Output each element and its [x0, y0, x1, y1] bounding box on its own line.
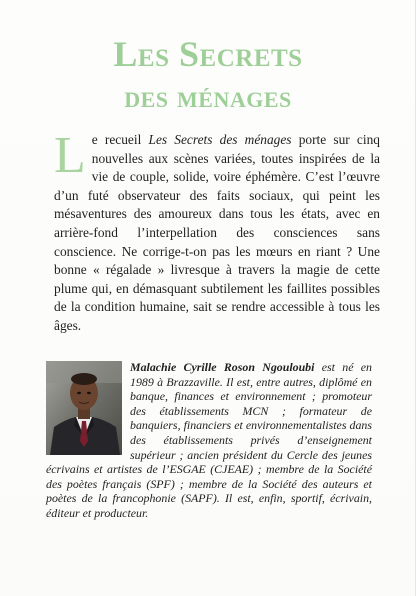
- blurb-book-title: Les Secrets des ménages: [148, 132, 292, 147]
- author-name: Malachie Cyrille Roson Ngouloubi: [130, 360, 315, 374]
- photo-spacer: [46, 360, 130, 454]
- blurb-text-rest: porte sur cinq nouvelles aux scènes variées, toutes inspirées de la vie de couple, solide, voire éphémère. C’est l’œuvre d’un futé observateur des faits sociaux, qui peint les mésaventures des amoureux dans tous les états, avec en arrière-fond l’interpellation des consciences sans conscience. Ne corrige-t-on pas les mœurs en riant ? Une bonne « régalade » livresque à travers la magie de cette plume qui, en démasquant subtilement les faillites possibles de la condition humaine, sait se rendre accessible à tous les âges.: [54, 132, 380, 333]
- drop-cap: L: [54, 127, 86, 184]
- author-bio-text: est né en 1989 à Brazzaville. Il est, entre autres, diplômé en banque, finances et environnement ; promoteur des établissements MCN ; formateur de banquiers, financiers et environnementalistes dans des établissements privés d’enseignement supérieur ; ancien président du Cercle des jeunes écrivains et artistes de l’ESGAE (CJEAE) ; membre de la Société des poètes français (SPF) ; membre de la Société des auteurs et poètes de la francophonie (SAPF). Il est, enfin, sportif, écrivain, éditeur et producteur.: [46, 360, 372, 520]
- blurb-text-start: e recueil: [91, 132, 149, 147]
- title-line-1: Les Secrets: [113, 34, 303, 74]
- title-line-2: des ménages: [124, 78, 292, 114]
- author-bio: [46, 360, 372, 521]
- blurb-paragraph: [54, 127, 380, 336]
